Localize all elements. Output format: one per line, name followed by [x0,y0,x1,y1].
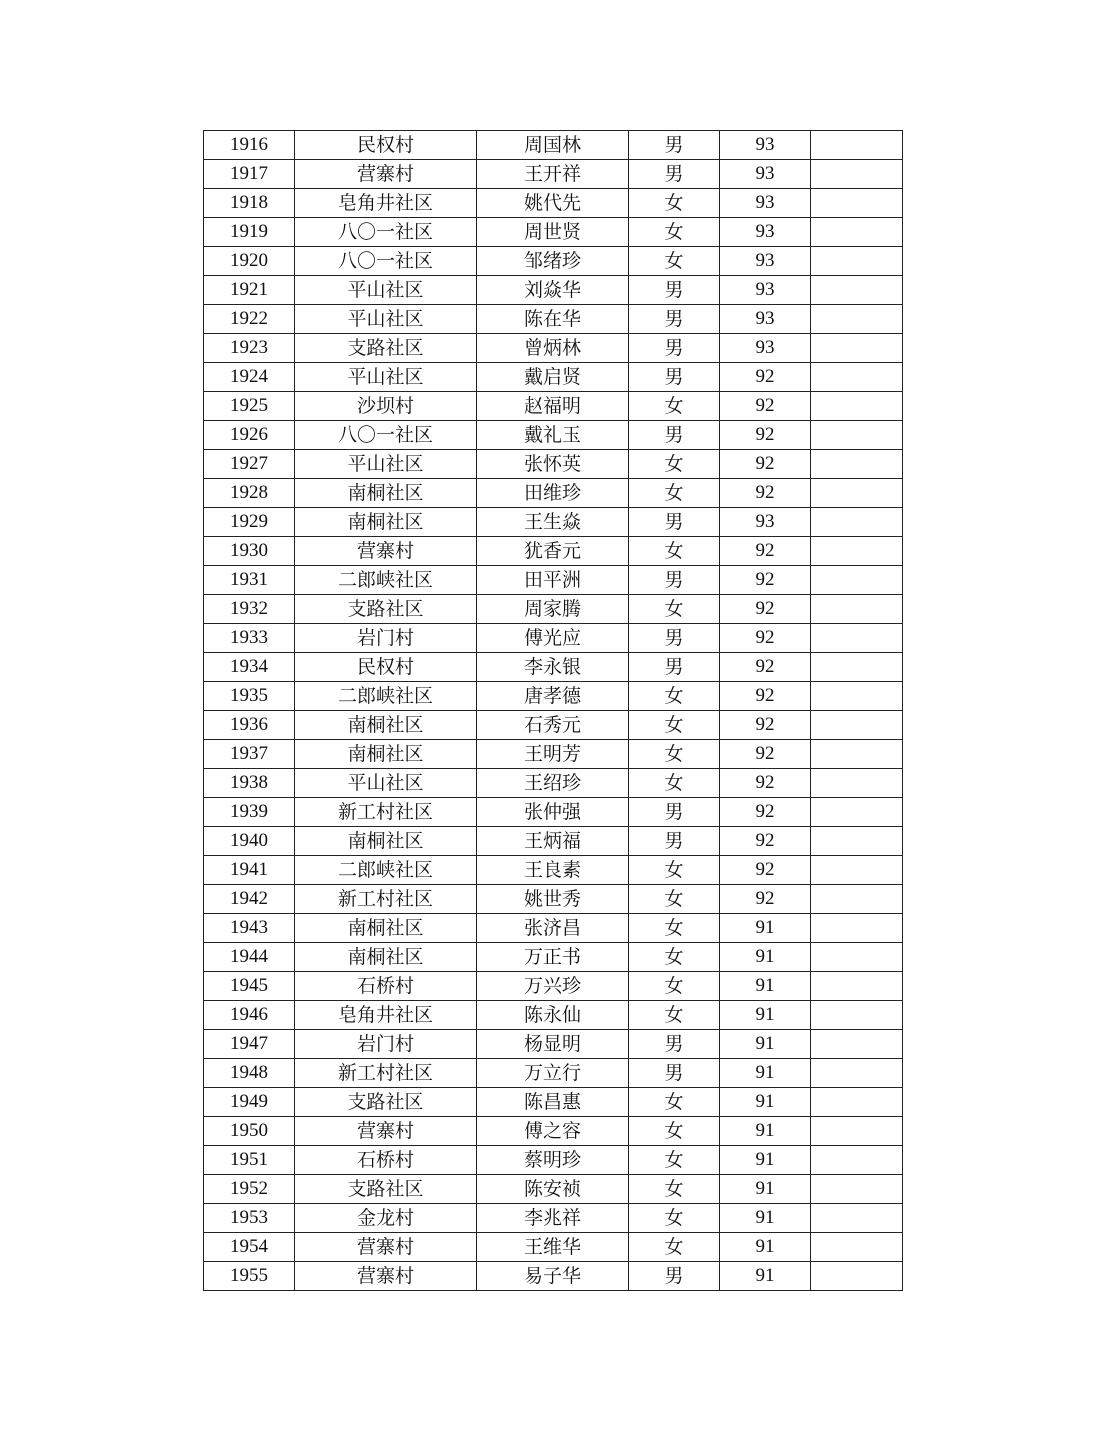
sex-cell: 男 [629,1030,720,1059]
age-cell: 93 [720,189,811,218]
name-cell: 傅之容 [477,1117,629,1146]
table-row [204,856,903,885]
sex-cell: 女 [629,914,720,943]
community-cell: 支路社区 [295,1175,477,1204]
age-cell: 93 [720,160,811,189]
remarks-cell [811,566,903,595]
community-cell: 岩门村 [295,1030,477,1059]
remarks-cell [811,1233,903,1262]
table-row [204,1146,903,1175]
table-row [204,1059,903,1088]
sex-cell: 女 [629,247,720,276]
serial-number-cell: 1950 [204,1117,295,1146]
sex-cell: 女 [629,1204,720,1233]
remarks-cell [811,334,903,363]
table-row [204,769,903,798]
name-cell: 万立行 [477,1059,629,1088]
age-cell: 91 [720,1088,811,1117]
community-cell: 二郎峡社区 [295,566,477,595]
age-cell: 92 [720,798,811,827]
table-row [204,653,903,682]
name-cell: 周世贤 [477,218,629,247]
table-row [204,305,903,334]
serial-number-cell: 1921 [204,276,295,305]
sex-cell: 女 [629,711,720,740]
remarks-cell [811,740,903,769]
serial-number-cell: 1946 [204,1001,295,1030]
remarks-cell [811,1262,903,1291]
serial-number-cell: 1949 [204,1088,295,1117]
table-row [204,537,903,566]
table-row [204,595,903,624]
remarks-cell [811,131,903,160]
age-cell: 92 [720,595,811,624]
community-cell: 平山社区 [295,450,477,479]
serial-number-cell: 1947 [204,1030,295,1059]
name-cell: 唐孝德 [477,682,629,711]
serial-number-cell: 1940 [204,827,295,856]
remarks-cell [811,856,903,885]
name-cell: 姚代先 [477,189,629,218]
sex-cell: 女 [629,943,720,972]
serial-number-cell: 1939 [204,798,295,827]
age-cell: 92 [720,624,811,653]
age-cell: 93 [720,276,811,305]
remarks-cell [811,218,903,247]
community-cell: 皂角井社区 [295,189,477,218]
remarks-cell [811,624,903,653]
name-cell: 田平洲 [477,566,629,595]
name-cell: 李兆祥 [477,1204,629,1233]
community-cell: 新工村社区 [295,798,477,827]
community-cell: 营寨村 [295,1262,477,1291]
age-cell: 91 [720,1117,811,1146]
serial-number-cell: 1931 [204,566,295,595]
community-cell: 南桐社区 [295,740,477,769]
age-cell: 93 [720,305,811,334]
table-row [204,1088,903,1117]
community-cell: 南桐社区 [295,479,477,508]
serial-number-cell: 1917 [204,160,295,189]
serial-number-cell: 1938 [204,769,295,798]
sex-cell: 男 [629,624,720,653]
age-cell: 92 [720,450,811,479]
table-row [204,189,903,218]
serial-number-cell: 1945 [204,972,295,1001]
name-cell: 曾炳林 [477,334,629,363]
sex-cell: 男 [629,798,720,827]
community-cell: 南桐社区 [295,508,477,537]
table-row [204,566,903,595]
table-row [204,1001,903,1030]
remarks-cell [811,827,903,856]
name-cell: 张怀英 [477,450,629,479]
table-row [204,421,903,450]
sex-cell: 女 [629,740,720,769]
community-cell: 新工村社区 [295,1059,477,1088]
community-cell: 营寨村 [295,1233,477,1262]
name-cell: 王维华 [477,1233,629,1262]
community-cell: 平山社区 [295,769,477,798]
name-cell: 张济昌 [477,914,629,943]
community-cell: 石桥村 [295,972,477,1001]
name-cell: 王生焱 [477,508,629,537]
serial-number-cell: 1942 [204,885,295,914]
age-cell: 92 [720,392,811,421]
table-row [204,1117,903,1146]
table-row [204,943,903,972]
serial-number-cell: 1925 [204,392,295,421]
table-row [204,1175,903,1204]
remarks-cell [811,305,903,334]
remarks-cell [811,421,903,450]
remarks-cell [811,1204,903,1233]
remarks-cell [811,247,903,276]
sex-cell: 男 [629,334,720,363]
name-cell: 邹绪珍 [477,247,629,276]
age-cell: 92 [720,711,811,740]
name-cell: 王开祥 [477,160,629,189]
table-row [204,1262,903,1291]
age-cell: 91 [720,1146,811,1175]
age-cell: 91 [720,914,811,943]
remarks-cell [811,1001,903,1030]
name-cell: 傅光应 [477,624,629,653]
remarks-cell [811,769,903,798]
community-cell: 民权村 [295,653,477,682]
age-cell: 91 [720,943,811,972]
remarks-cell [811,1175,903,1204]
serial-number-cell: 1935 [204,682,295,711]
name-cell: 周国林 [477,131,629,160]
serial-number-cell: 1952 [204,1175,295,1204]
name-cell: 王明芳 [477,740,629,769]
age-cell: 93 [720,334,811,363]
serial-number-cell: 1951 [204,1146,295,1175]
name-cell: 蔡明珍 [477,1146,629,1175]
sex-cell: 男 [629,305,720,334]
remarks-cell [811,189,903,218]
remarks-cell [811,276,903,305]
table-row [204,334,903,363]
sex-cell: 女 [629,218,720,247]
community-cell: 八〇一社区 [295,421,477,450]
table-row [204,885,903,914]
remarks-cell [811,479,903,508]
community-cell: 营寨村 [295,160,477,189]
serial-number-cell: 1955 [204,1262,295,1291]
community-cell: 南桐社区 [295,827,477,856]
name-cell: 张仲强 [477,798,629,827]
age-cell: 92 [720,682,811,711]
sex-cell: 男 [629,276,720,305]
sex-cell: 女 [629,450,720,479]
community-cell: 南桐社区 [295,914,477,943]
community-cell: 八〇一社区 [295,247,477,276]
table-row [204,740,903,769]
community-cell: 南桐社区 [295,943,477,972]
remarks-cell [811,508,903,537]
serial-number-cell: 1918 [204,189,295,218]
serial-number-cell: 1928 [204,479,295,508]
name-cell: 戴礼玉 [477,421,629,450]
serial-number-cell: 1948 [204,1059,295,1088]
name-cell: 杨显明 [477,1030,629,1059]
table-row [204,218,903,247]
serial-number-cell: 1919 [204,218,295,247]
name-cell: 万正书 [477,943,629,972]
community-cell: 营寨村 [295,1117,477,1146]
name-cell: 戴启贤 [477,363,629,392]
remarks-cell [811,653,903,682]
name-cell: 陈永仙 [477,1001,629,1030]
community-cell: 岩门村 [295,624,477,653]
name-cell: 赵福明 [477,392,629,421]
age-cell: 91 [720,972,811,1001]
serial-number-cell: 1929 [204,508,295,537]
sex-cell: 女 [629,856,720,885]
serial-number-cell: 1953 [204,1204,295,1233]
sex-cell: 男 [629,131,720,160]
sex-cell: 女 [629,595,720,624]
serial-number-cell: 1923 [204,334,295,363]
community-cell: 支路社区 [295,334,477,363]
name-cell: 李永银 [477,653,629,682]
sex-cell: 女 [629,769,720,798]
table-row [204,450,903,479]
remarks-cell [811,363,903,392]
community-cell: 八〇一社区 [295,218,477,247]
sex-cell: 女 [629,1175,720,1204]
serial-number-cell: 1922 [204,305,295,334]
community-cell: 二郎峡社区 [295,682,477,711]
sex-cell: 女 [629,1088,720,1117]
remarks-cell [811,682,903,711]
serial-number-cell: 1924 [204,363,295,392]
table-row [204,392,903,421]
age-cell: 91 [720,1262,811,1291]
sex-cell: 女 [629,1001,720,1030]
age-cell: 92 [720,856,811,885]
community-cell: 平山社区 [295,305,477,334]
serial-number-cell: 1944 [204,943,295,972]
age-cell: 92 [720,827,811,856]
name-cell: 周家腾 [477,595,629,624]
age-cell: 92 [720,421,811,450]
remarks-cell [811,711,903,740]
community-cell: 民权村 [295,131,477,160]
serial-number-cell: 1936 [204,711,295,740]
community-cell: 营寨村 [295,537,477,566]
community-cell: 支路社区 [295,595,477,624]
age-cell: 93 [720,508,811,537]
table-row [204,827,903,856]
name-cell: 易子华 [477,1262,629,1291]
serial-number-cell: 1954 [204,1233,295,1262]
name-cell: 犹香元 [477,537,629,566]
sex-cell: 女 [629,1117,720,1146]
sex-cell: 女 [629,1233,720,1262]
sex-cell: 男 [629,566,720,595]
sex-cell: 男 [629,1059,720,1088]
table-row [204,1233,903,1262]
serial-number-cell: 1916 [204,131,295,160]
remarks-cell [811,885,903,914]
serial-number-cell: 1934 [204,653,295,682]
age-cell: 91 [720,1059,811,1088]
table-row [204,131,903,160]
name-cell: 王绍珍 [477,769,629,798]
table-row [204,247,903,276]
age-cell: 91 [720,1030,811,1059]
serial-number-cell: 1932 [204,595,295,624]
remarks-cell [811,1059,903,1088]
sex-cell: 女 [629,682,720,711]
name-cell: 陈在华 [477,305,629,334]
community-cell: 二郎峡社区 [295,856,477,885]
age-cell: 92 [720,566,811,595]
serial-number-cell: 1933 [204,624,295,653]
community-cell: 平山社区 [295,363,477,392]
community-cell: 支路社区 [295,1088,477,1117]
age-cell: 93 [720,131,811,160]
remarks-cell [811,943,903,972]
serial-number-cell: 1943 [204,914,295,943]
table-row [204,479,903,508]
sex-cell: 男 [629,653,720,682]
sex-cell: 女 [629,189,720,218]
table-row [204,363,903,392]
serial-number-cell: 1930 [204,537,295,566]
elderly-roster-table [203,130,903,1291]
table-row [204,914,903,943]
sex-cell: 男 [629,827,720,856]
remarks-cell [811,392,903,421]
sex-cell: 女 [629,392,720,421]
name-cell: 田维珍 [477,479,629,508]
table-row [204,711,903,740]
age-cell: 93 [720,218,811,247]
age-cell: 92 [720,769,811,798]
sex-cell: 女 [629,479,720,508]
name-cell: 姚世秀 [477,885,629,914]
table-row [204,1030,903,1059]
community-cell: 平山社区 [295,276,477,305]
age-cell: 92 [720,885,811,914]
table-row [204,972,903,1001]
remarks-cell [811,972,903,1001]
sex-cell: 男 [629,160,720,189]
table-row [204,160,903,189]
table-row [204,624,903,653]
name-cell: 万兴珍 [477,972,629,1001]
sex-cell: 女 [629,537,720,566]
name-cell: 陈昌惠 [477,1088,629,1117]
age-cell: 92 [720,363,811,392]
age-cell: 91 [720,1175,811,1204]
age-cell: 91 [720,1204,811,1233]
age-cell: 91 [720,1233,811,1262]
community-cell: 石桥村 [295,1146,477,1175]
name-cell: 石秀元 [477,711,629,740]
roster-body [204,131,903,1291]
serial-number-cell: 1927 [204,450,295,479]
remarks-cell [811,595,903,624]
remarks-cell [811,798,903,827]
table-row [204,276,903,305]
community-cell: 南桐社区 [295,711,477,740]
community-cell: 沙坝村 [295,392,477,421]
serial-number-cell: 1926 [204,421,295,450]
sex-cell: 男 [629,508,720,537]
remarks-cell [811,914,903,943]
remarks-cell [811,1146,903,1175]
sex-cell: 男 [629,363,720,392]
serial-number-cell: 1920 [204,247,295,276]
community-cell: 新工村社区 [295,885,477,914]
sex-cell: 男 [629,421,720,450]
sex-cell: 女 [629,885,720,914]
name-cell: 王良素 [477,856,629,885]
age-cell: 92 [720,740,811,769]
serial-number-cell: 1937 [204,740,295,769]
table-row [204,798,903,827]
community-cell: 金龙村 [295,1204,477,1233]
sex-cell: 女 [629,972,720,1001]
remarks-cell [811,1117,903,1146]
age-cell: 92 [720,537,811,566]
remarks-cell [811,1088,903,1117]
sex-cell: 男 [629,1262,720,1291]
name-cell: 王炳福 [477,827,629,856]
name-cell: 刘焱华 [477,276,629,305]
remarks-cell [811,450,903,479]
name-cell: 陈安祯 [477,1175,629,1204]
age-cell: 92 [720,653,811,682]
remarks-cell [811,1030,903,1059]
table-row [204,682,903,711]
age-cell: 93 [720,247,811,276]
serial-number-cell: 1941 [204,856,295,885]
table-row [204,508,903,537]
age-cell: 92 [720,479,811,508]
remarks-cell [811,537,903,566]
remarks-cell [811,160,903,189]
age-cell: 91 [720,1001,811,1030]
table-row [204,1204,903,1233]
sex-cell: 女 [629,1146,720,1175]
community-cell: 皂角井社区 [295,1001,477,1030]
